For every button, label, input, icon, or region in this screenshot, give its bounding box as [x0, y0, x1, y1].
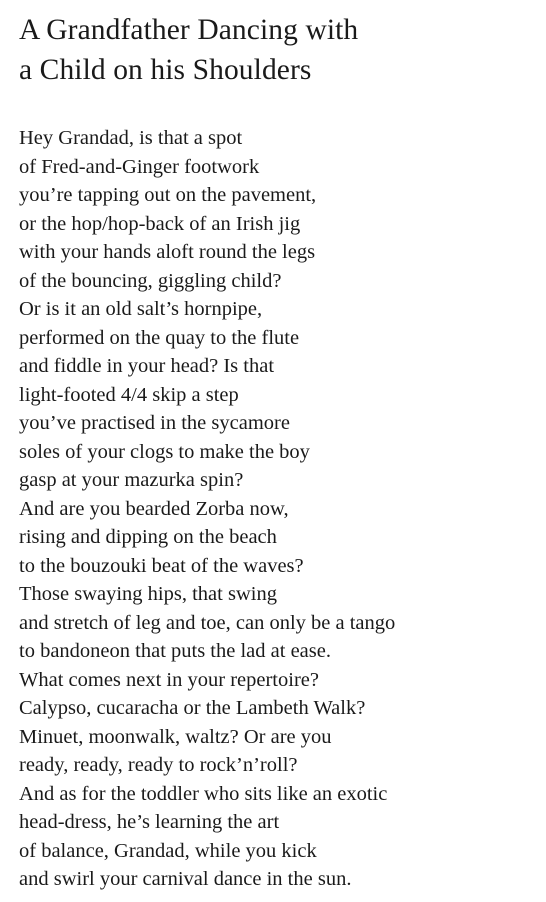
poem-title	[19, 10, 539, 90]
poem-line: rising and dipping on the beach	[19, 526, 277, 548]
poem-body	[19, 124, 539, 894]
poem-line: to the bouzouki beat of the waves?	[19, 554, 304, 577]
poem-line: and stretch of leg and toe, can only be a tango	[19, 611, 396, 634]
poem-line: Minuet, moonwalk, waltz? Or are you	[19, 725, 332, 748]
poem-line: of the bouncing, giggling child?	[19, 269, 282, 292]
poem-line: and fiddle in your head? Is that	[19, 355, 275, 377]
poem-line: soles of your clogs to make the boy	[19, 440, 310, 463]
poem-line: Or is it an old salt’s hornpipe,	[19, 298, 263, 320]
poem-line: gasp at your mazurka spin?	[19, 469, 244, 491]
poem-page	[19, 10, 539, 894]
poem-title-line-2: a Child on his Shoulders	[19, 54, 312, 86]
poem-line: And are you bearded Zorba now,	[19, 497, 289, 520]
poem-line: head-dress, he’s learning the art	[19, 811, 280, 833]
poem-line: with your hands aloft round the legs	[19, 241, 316, 263]
poem-line: And as for the toddler who sits like an exotic	[19, 782, 388, 805]
poem-line: What comes next in your repertoire?	[19, 668, 319, 691]
poem-title-line-1: A Grandfather Dancing with	[19, 14, 359, 46]
poem-line: to bandoneon that puts the lad at ease.	[19, 640, 331, 662]
poem-line: or the hop/hop-back of an Irish jig	[19, 212, 301, 235]
poem-line: Those swaying hips, that swing	[19, 583, 277, 605]
poem-line: Hey Grandad, is that a spot	[19, 127, 243, 149]
poem-line: ready, ready, ready to rock’n’roll?	[19, 754, 298, 776]
poem-line: Calypso, cucaracha or the Lambeth Walk?	[19, 697, 366, 719]
poem-line: of balance, Grandad, while you kick	[19, 839, 317, 862]
poem-line: of Fred-and-Ginger footwork	[19, 155, 260, 178]
poem-line: and swirl your carnival dance in the sun.	[19, 868, 352, 890]
poem-line: you’re tapping out on the pavement,	[19, 184, 317, 206]
poem-line: light-footed 4/4 skip a step	[19, 383, 239, 406]
poem-line: you’ve practised in the sycamore	[19, 412, 290, 434]
poem-line: performed on the quay to the flute	[19, 326, 300, 349]
